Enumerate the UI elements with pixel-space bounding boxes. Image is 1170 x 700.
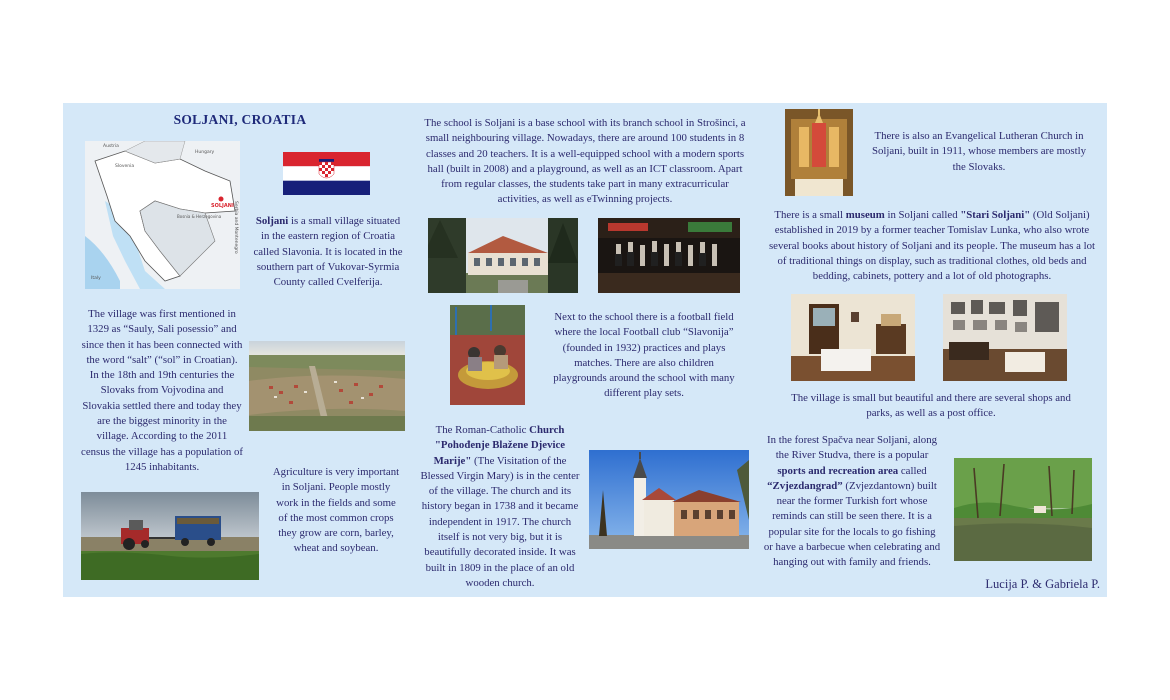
agriculture-text: Agriculture is very important in Soljani. People mostly work in the fields and some of the most common crops they grow are corn, barley, wheat and soybean. xyxy=(272,466,400,555)
authors-signature: Lucija P. & Gabriela P. xyxy=(985,577,1100,591)
intro-text xyxy=(253,214,403,290)
page-title: SOLJANI, CROATIA xyxy=(173,112,307,127)
lutheran-text: There is also an Evangelical Lutheran Church in Soljani, built in 1911, whose members are mostly the Slovaks. xyxy=(872,130,1087,173)
church-text xyxy=(420,423,580,591)
museum-exhibit-photo xyxy=(943,294,1067,381)
history-text: The village was first mentioned in 1329 as “Sauly, Sali posessio” and since then it has been connected with the word “salt” (“sol” in Croatian). In the 18th and 19th centuries the Slovaks from Vojvodina and Slovakia settled there and today they are the biggest minority in the village. According to the 2011 census the village has a population of 1245 inhabitants. xyxy=(81,308,243,473)
church-text-pre: The Roman-Catholic xyxy=(435,424,530,436)
tractor-photo xyxy=(81,492,259,580)
recreation-area: sports and recreation area xyxy=(777,464,899,477)
football-text: Next to the school there is a football field where the local Football club “Slavonija” (founded in 1932) practices and plays matches. There are also children playgrounds around the school with many different play sets. xyxy=(553,311,735,400)
church-text-post: (The Visitation of the Blessed Virgin Mary) is in the center of the village. The church and its history began in 1738 and it became independent in 1917. The church itself is not very big, but it is beautifully decorated inside. It was built in 1809 in the place of an old wooden church. xyxy=(420,454,580,589)
school-building-photo xyxy=(428,218,578,293)
forest-text xyxy=(763,433,941,571)
museum-name: "Stari Soljani" xyxy=(960,209,1031,221)
map-region-label: Italy xyxy=(91,276,101,281)
museum-text-pre: There is a small xyxy=(774,209,846,221)
map-region-label: Austria xyxy=(103,144,119,149)
museum-text-mid: in Soljani called xyxy=(884,209,961,221)
croatian-flag xyxy=(283,152,370,195)
river-forest-photo xyxy=(954,458,1092,561)
forest-text-pre: In the forest Spačva near Soljani, along the River Studva, there is a popular xyxy=(767,434,937,462)
croatia-map xyxy=(85,141,240,289)
school-text: The school is Soljani is a base school with its branch school in Strošinci, a small neighbouring village. Nowadays, there are around 100 students in 8 classes and 20 teachers. It is a well-equipped school with a modern sports hall (built in 2008) and a playground, as well as an ICT classroom. Apart from regular classes, the students take part in many extracurricular activities, as well as eTwinning projects. xyxy=(424,117,746,206)
aerial-village-photo xyxy=(249,341,405,431)
church-photo xyxy=(589,450,749,549)
museum-interior-photo xyxy=(791,294,915,381)
museum-text xyxy=(768,208,1096,284)
map-marker-label: SOLJANI xyxy=(211,203,234,209)
map-region-label: Bosnia & Herzegovina xyxy=(177,214,222,219)
map-side-label: Serbia and Montenegro xyxy=(233,201,238,254)
lutheran-altar-photo xyxy=(785,109,853,196)
forest-text-mid: called xyxy=(898,464,927,477)
museum-text-post: (Old Soljani) established in 2019 by a former teacher Tomislav Lunka, who also wrote several books about history of Soljani and its people. The museum has a lot of traditional things on display, such as traditional clothes, old beds and bedding, cabinets, pottery and a lot of old photographs. xyxy=(768,209,1096,283)
playground-photo xyxy=(450,305,525,405)
map-region-label: Slovenia xyxy=(115,164,135,169)
forest-text-post: (Zvjezdantown) built near the former Turkish fort whose reminds can still be seen there. It is a popular site for the locals to go fishing or have a barbecue when celebrating and hanging out with family and friends. xyxy=(763,479,941,569)
intro-body: is a small village situated in the eastern region of Croatia called Slavonia. It is located in the southern part of Vukovar-Syrmia County called Cvelferija. xyxy=(253,215,403,289)
map-region-label: Hungary xyxy=(195,150,215,155)
museum-word: museum xyxy=(845,209,885,221)
church-name: Church "Pohođenje Blažene Djevice Marije" xyxy=(433,424,566,467)
zvjezdangrad-name: “Zvjezdangrad” xyxy=(767,479,843,492)
shops-text: The village is small but beautiful and there are several shops and parks, as well as a post office. xyxy=(791,392,1071,420)
stage-dance-photo xyxy=(598,218,740,293)
intro-bold: Soljani xyxy=(255,215,289,227)
